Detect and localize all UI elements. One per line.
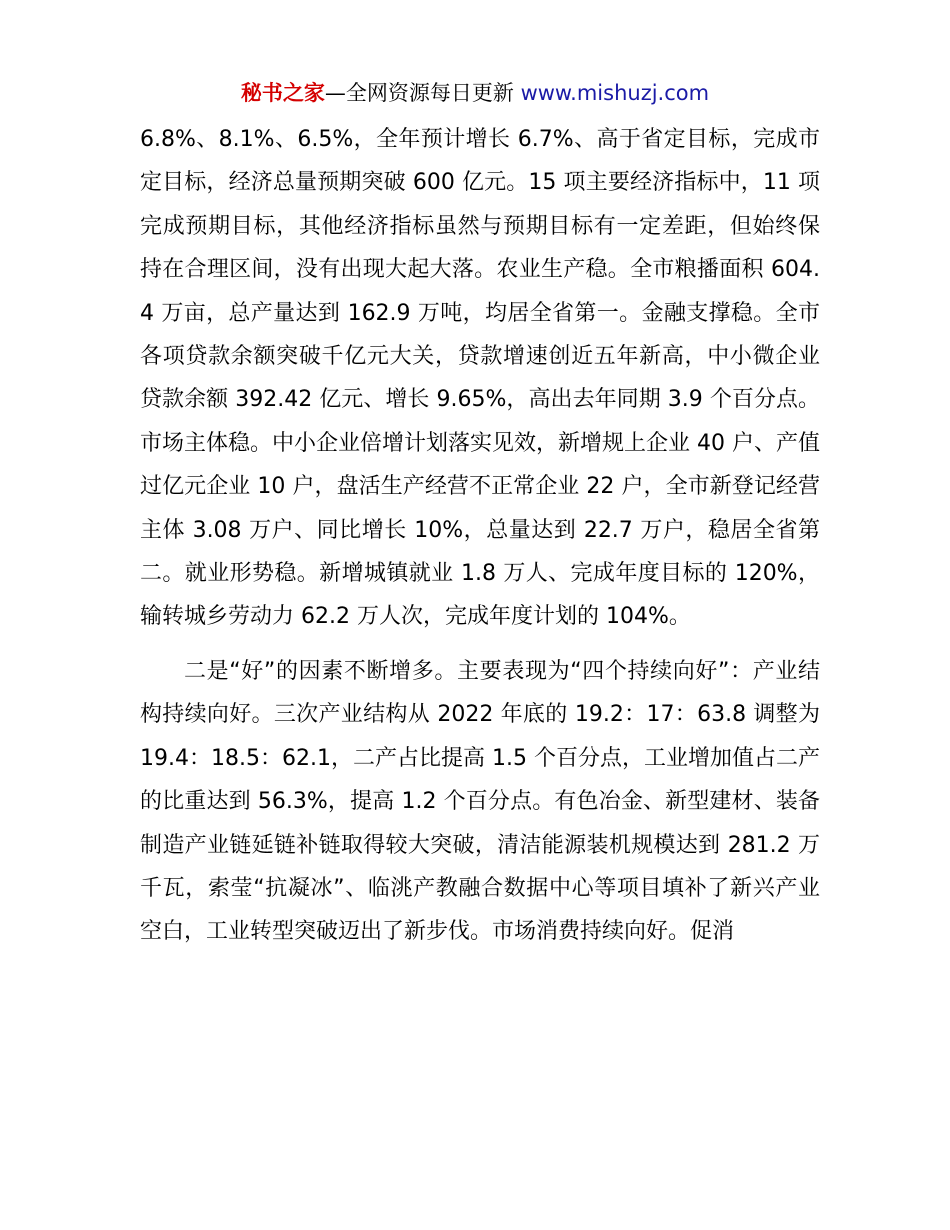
paragraph-good-factors: 二是“好”的因素不断增多。主要表现为“四个持续向好”：产业结构持续向好。三次产业结构从 2022 年底的 19.2：17：63.8 调整为 19.4：18.5：62.1，二产占比提高 1.5 个百分点，工业增加值占二产的比重达到 56.3%，提高 1.2 个百分点。有色冶金、新型建材、装备制造产业链延链补链取得较大突破，清洁能源装机规模达到 281.2 万千瓦，索莹“抗凝冰”、临洮产教融合数据中心等项目填补了新兴产业空白，工业转型突破迈出了新步伐。市场消费持续向好。促消	[140, 658, 820, 945]
page-header	[0, 76, 950, 110]
header-tagline: —全网资源每日更新	[324, 81, 521, 105]
document-body	[140, 118, 820, 965]
paragraph-continued: 6.8%、8.1%、6.5%，全年预计增长 6.7%、高于省定目标，完成市定目标，经济总量预期突破 600 亿元。15 项主要经济指标中，11 项完成预期目标，其他经济指标虽然与预期目标有一定差距，但始终保持在合理区间，没有出现大起大落。农业生产稳。全市粮播面积 604.4 万亩，总产量达到 162.9 万吨，均居全省第一。金融支撑稳。全市各项贷款余额突破千亿元大关，贷款增速创近五年新高，中小微企业贷款余额 392.42 亿元、增长 9.65%，高出去年同期 3.9 个百分点。市场主体稳。中小企业倍增计划落实见效，新增规上企业 40 户、产值过亿元企业 10 户，盘活生产经营不正常企业 22 户，全市新登记经营主体 3.08 万户、同比增长 10%，总量达到 22.7 万户，稳居全省第二。就业形势稳。新增城镇就业 1.8 万人、完成年度目标的 120%，输转城乡劳动力 62.2 万人次，完成年度计划的 104%。	[140, 127, 820, 630]
site-url-link[interactable]: www.mishuzj.com	[520, 81, 710, 105]
brand-name: 秘书之家	[240, 81, 325, 105]
